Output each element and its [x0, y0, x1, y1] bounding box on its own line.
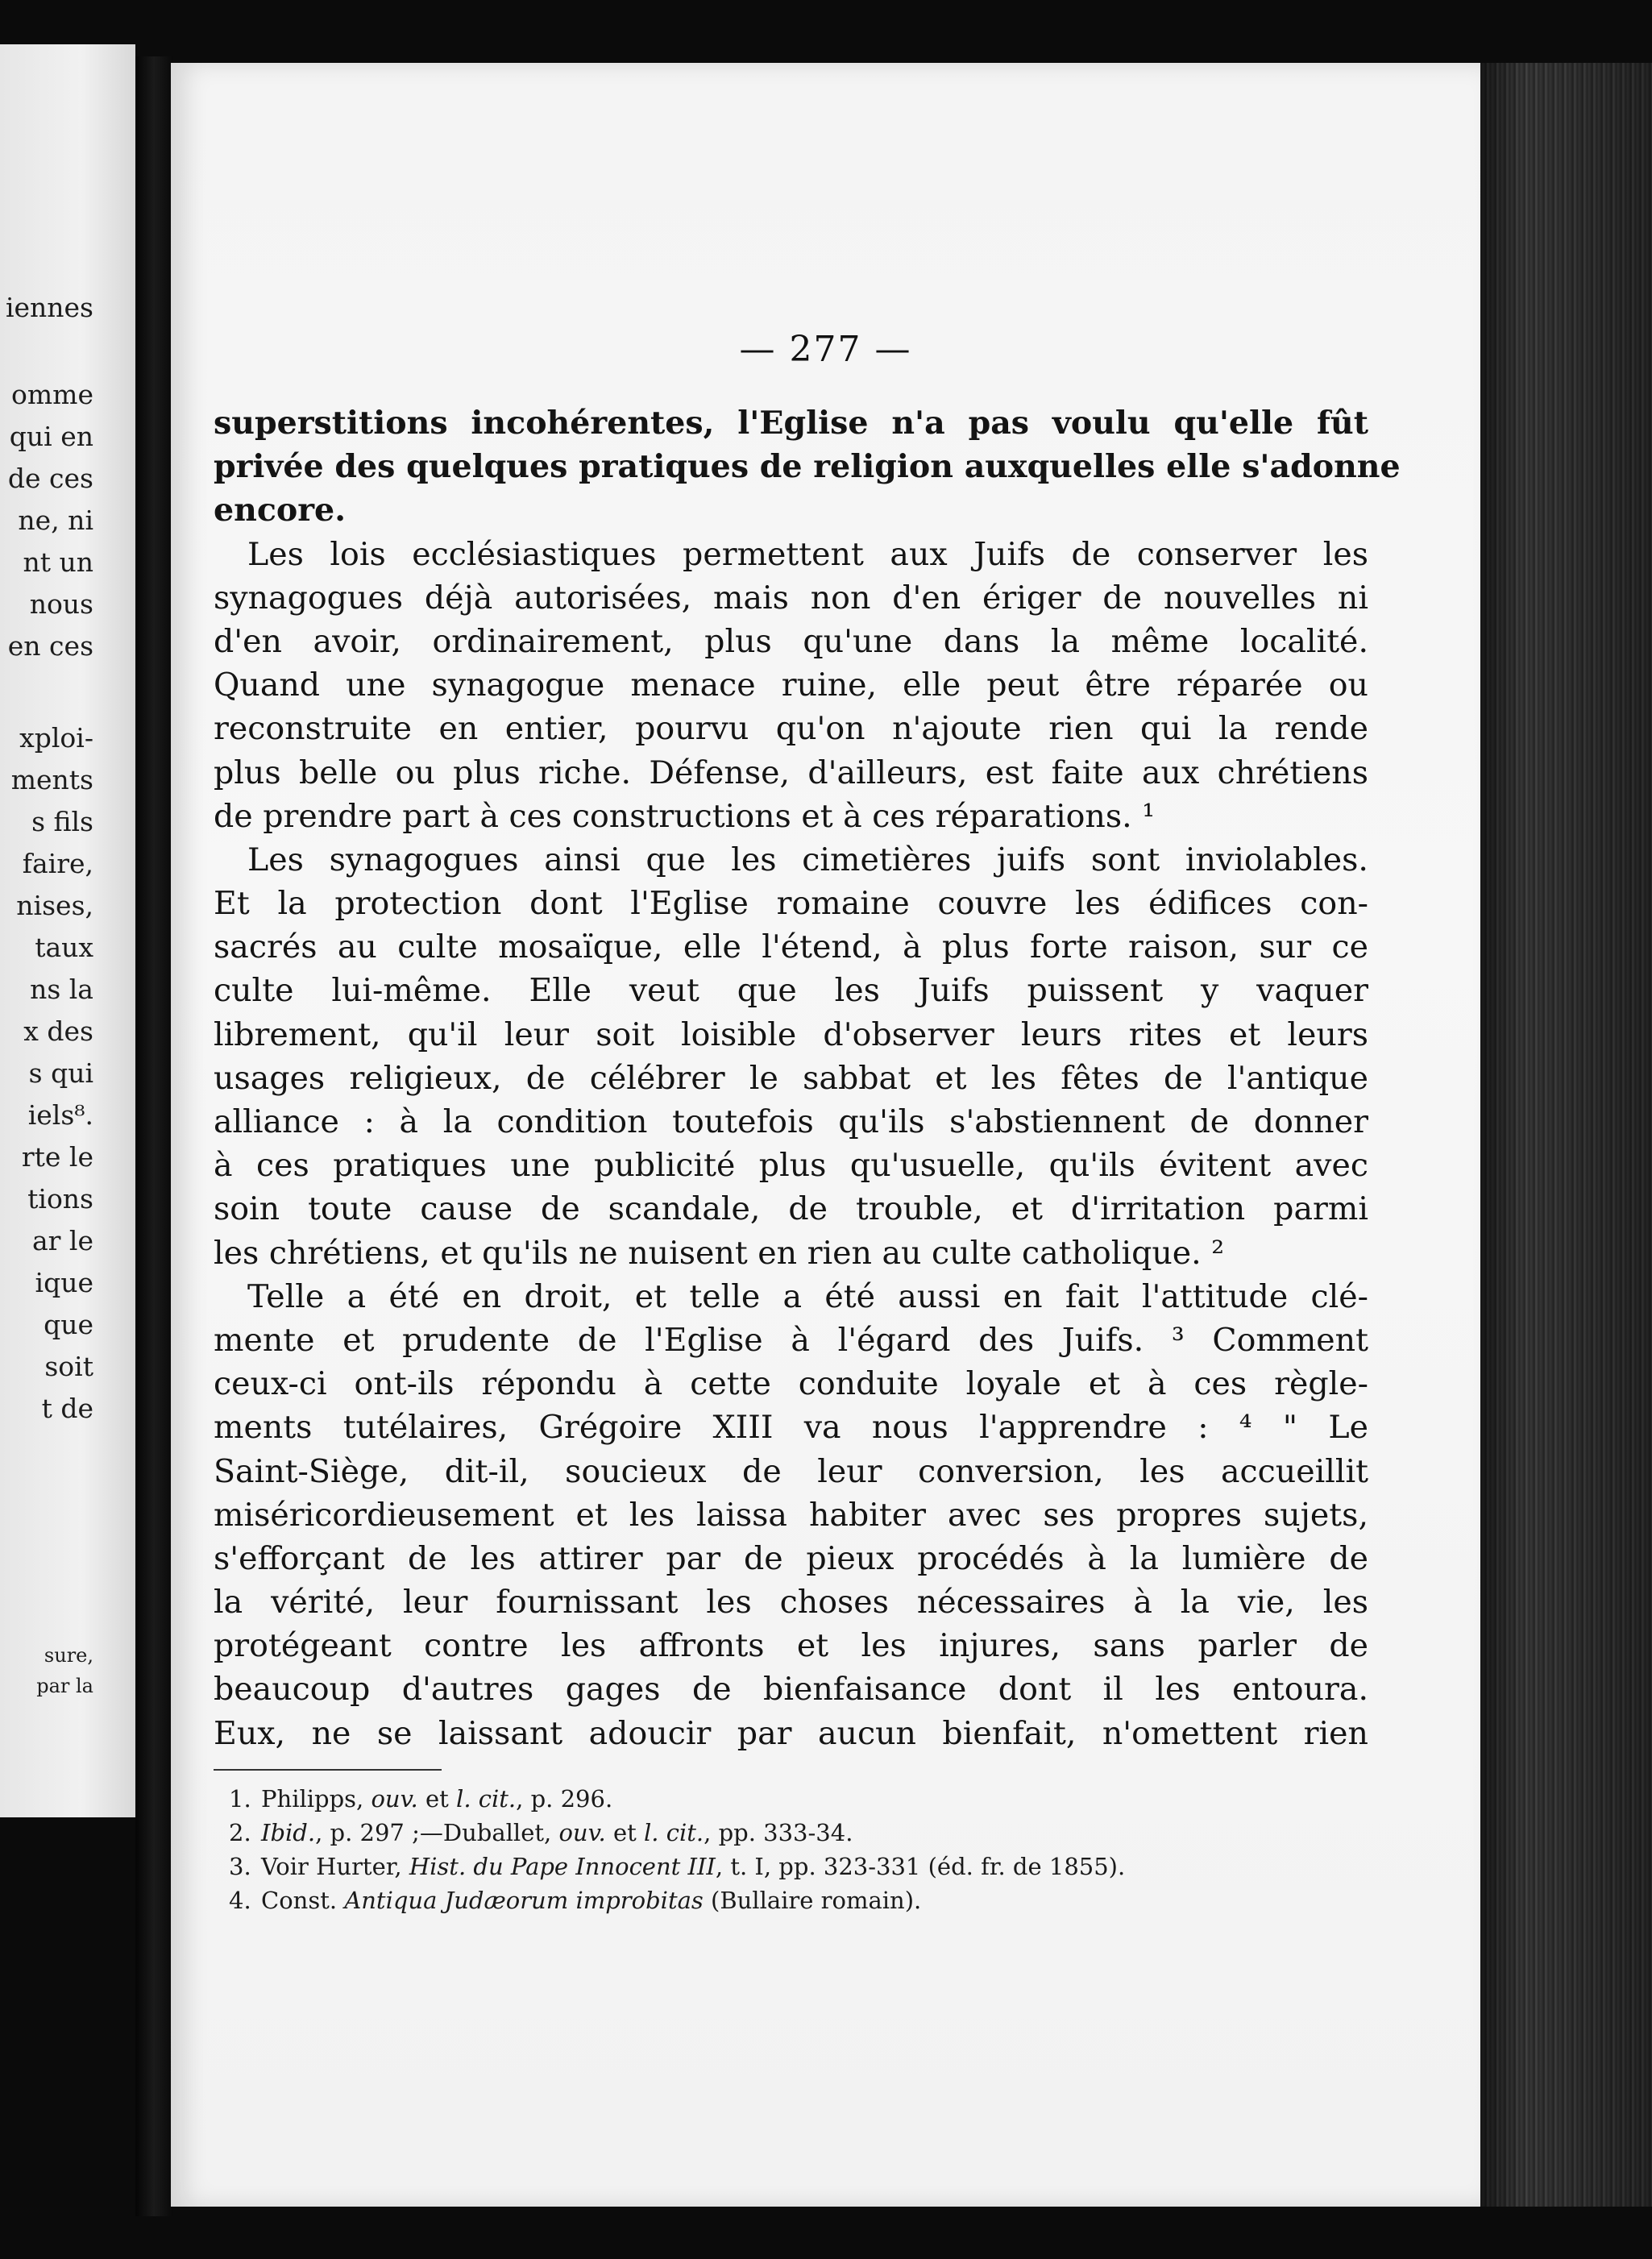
footnote-number: 2.: [229, 1819, 251, 1846]
footnote-text: et: [417, 1785, 457, 1813]
left-page-line: en ces: [7, 630, 93, 662]
left-page-line: s fils: [31, 806, 93, 837]
body-line: privée des quelques pratiques de religion auxquelles elle s'adonne: [214, 448, 1401, 486]
body-line: soin toute cause de scandale, de trouble, et d'irritation parmi: [214, 1190, 1368, 1228]
footnote-text: , t. I, pp. 323-331 (éd. fr. de 1855).: [715, 1853, 1126, 1880]
left-page-line: rte le: [21, 1141, 93, 1173]
body-line: Telle a été en droit, et telle a été aussi en fait l'attitude clé-: [247, 1277, 1368, 1315]
left-page-line: sure,: [44, 1644, 93, 1667]
footnote-text: Hist. du Pape Innocent III: [409, 1853, 716, 1880]
footnote-text: Ibid.: [261, 1819, 316, 1846]
left-page-line: nises,: [16, 890, 93, 921]
body-line: la vérité, leur fournissant les choses nécessaires à la vie, les: [214, 1584, 1368, 1622]
left-page-line: ne, ni: [18, 505, 93, 536]
left-page-line: omme: [11, 379, 93, 410]
body-line: Quand une synagogue menace ruine, elle peut être réparée ou: [214, 666, 1368, 704]
body-line: culte lui-même. Elle veut que les Juifs puissent y vaquer: [214, 972, 1368, 1010]
footnote-text: Antiqua Judæorum improbitas: [344, 1887, 704, 1914]
body-line: superstitions incohérentes, l'Eglise n'a pas voulu qu'elle fût: [214, 405, 1368, 442]
body-line: Les lois ecclésiastiques permettent aux Juifs de conserver les: [247, 535, 1368, 573]
footnote-text: (Bullaire romain).: [703, 1887, 922, 1914]
body-line: sacrés au culte mosaïque, elle l'étend, à plus forte raison, sur ce: [214, 928, 1368, 966]
footnote-text: ouv.: [371, 1785, 418, 1813]
body-line: à ces pratiques une publicité plus qu'usuelle, qu'ils évitent avec: [214, 1147, 1368, 1185]
body-line: reconstruite en entier, pourvu qu'on n'ajoute rien qui la rende: [214, 710, 1368, 748]
right-page-edge: [1480, 63, 1652, 2207]
body-line: mente et prudente de l'Eglise à l'égard des Juifs. ³ Comment: [214, 1321, 1368, 1359]
footnote-number: 4.: [229, 1887, 251, 1914]
body-line: Les synagogues ainsi que les cimetières juifs sont inviolables.: [247, 841, 1368, 878]
footnote-text: , pp. 333-34.: [704, 1819, 853, 1846]
left-page-line: faire,: [22, 848, 93, 879]
footnote-number: 1.: [229, 1785, 251, 1813]
footnote-text: , p. 296.: [516, 1785, 613, 1813]
footnote-number: 3.: [229, 1853, 251, 1880]
body-line: miséricordieusement et les laissa habiter avec ses propres sujets,: [214, 1496, 1368, 1534]
footnote-rule: [214, 1769, 442, 1771]
footnote-text: , p. 297 ;—Duballet,: [315, 1819, 559, 1846]
book-gutter: [135, 56, 172, 2216]
footnote-text: Philipps,: [261, 1785, 371, 1813]
footnote-text: et: [605, 1819, 645, 1846]
left-page-line: iennes: [5, 292, 93, 323]
left-page-line: par la: [36, 1675, 93, 1697]
left-page-line: soit: [44, 1351, 93, 1382]
body-line: ceux-ci ont-ils répondu à cette conduite loyale et à ces règle-: [214, 1365, 1368, 1403]
left-page-line: ns la: [30, 974, 93, 1005]
left-page-line: ar le: [31, 1225, 93, 1256]
footnote: [229, 1816, 1357, 1850]
page-number: — 277 —: [739, 329, 912, 370]
left-page-line: taux: [35, 932, 93, 963]
book-page: [171, 63, 1480, 2207]
footnote-text: Voir Hurter,: [261, 1853, 409, 1880]
left-page-line: que: [44, 1309, 93, 1340]
footnote: [229, 1883, 1357, 1917]
left-page-line: qui en: [9, 421, 93, 452]
left-facing-page: [0, 44, 135, 1817]
left-page-line: ique: [35, 1267, 93, 1298]
left-page-line: s qui: [28, 1057, 93, 1089]
body-line: usages religieux, de célébrer le sabbat et les fêtes de l'antique: [214, 1059, 1368, 1097]
body-line: protégeant contre les affronts et les injures, sans parler de: [214, 1627, 1368, 1665]
footnote-text: Const.: [261, 1887, 345, 1914]
footnote-text: l. cit.: [456, 1785, 517, 1813]
footnote: [229, 1850, 1357, 1883]
body-line: de prendre part à ces constructions et à ces réparations. ¹: [214, 797, 1156, 835]
body-line: les chrétiens, et qu'ils ne nuisent en rien au culte catholique. ²: [214, 1234, 1225, 1272]
footnote-text: l. cit.: [644, 1819, 704, 1846]
body-line: plus belle ou plus riche. Défense, d'ailleurs, est faite aux chrétiens: [214, 754, 1368, 791]
body-line: Eux, ne se laissant adoucir par aucun bienfait, n'omettent rien: [214, 1714, 1368, 1752]
left-page-line: iels⁸.: [27, 1099, 93, 1131]
body-line: Et la protection dont l'Eglise romaine couvre les édifices con-: [214, 885, 1368, 923]
body-line: synagogues déjà autorisées, mais non d'en ériger de nouvelles ni: [214, 579, 1368, 617]
body-line: s'efforçant de les attirer par de pieux procédés à la lumière de: [214, 1539, 1368, 1577]
left-page-line: nous: [29, 588, 93, 620]
footnotes: [229, 1782, 1357, 1917]
body-line: alliance : à la condition toutefois qu'ils s'abstiennent de donner: [214, 1103, 1368, 1140]
footnote: [229, 1782, 1357, 1816]
body-text: [214, 401, 1401, 1755]
body-line: beaucoup d'autres gages de bienfaisance dont il les entoura.: [214, 1671, 1368, 1709]
body-line: librement, qu'il leur soit loisible d'observer leurs rites et leurs: [214, 1015, 1368, 1053]
footnote-text: ouv.: [558, 1819, 606, 1846]
left-page-line: de ces: [7, 463, 93, 494]
body-line: encore.: [214, 492, 346, 529]
left-page-line: ments: [10, 764, 93, 795]
body-line: Saint-Siège, dit-il, soucieux de leur conversion, les accueillit: [214, 1452, 1368, 1490]
left-page-line: x des: [23, 1015, 93, 1047]
left-page-line: t de: [41, 1393, 93, 1424]
left-page-line: tions: [27, 1183, 93, 1215]
body-line: d'en avoir, ordinairement, plus qu'une dans la même localité.: [214, 622, 1368, 660]
left-page-line: nt un: [23, 546, 93, 578]
left-page-line: xploi-: [19, 722, 93, 754]
body-line: ments tutélaires, Grégoire XIII va nous l'apprendre : ⁴ " Le: [214, 1409, 1368, 1447]
